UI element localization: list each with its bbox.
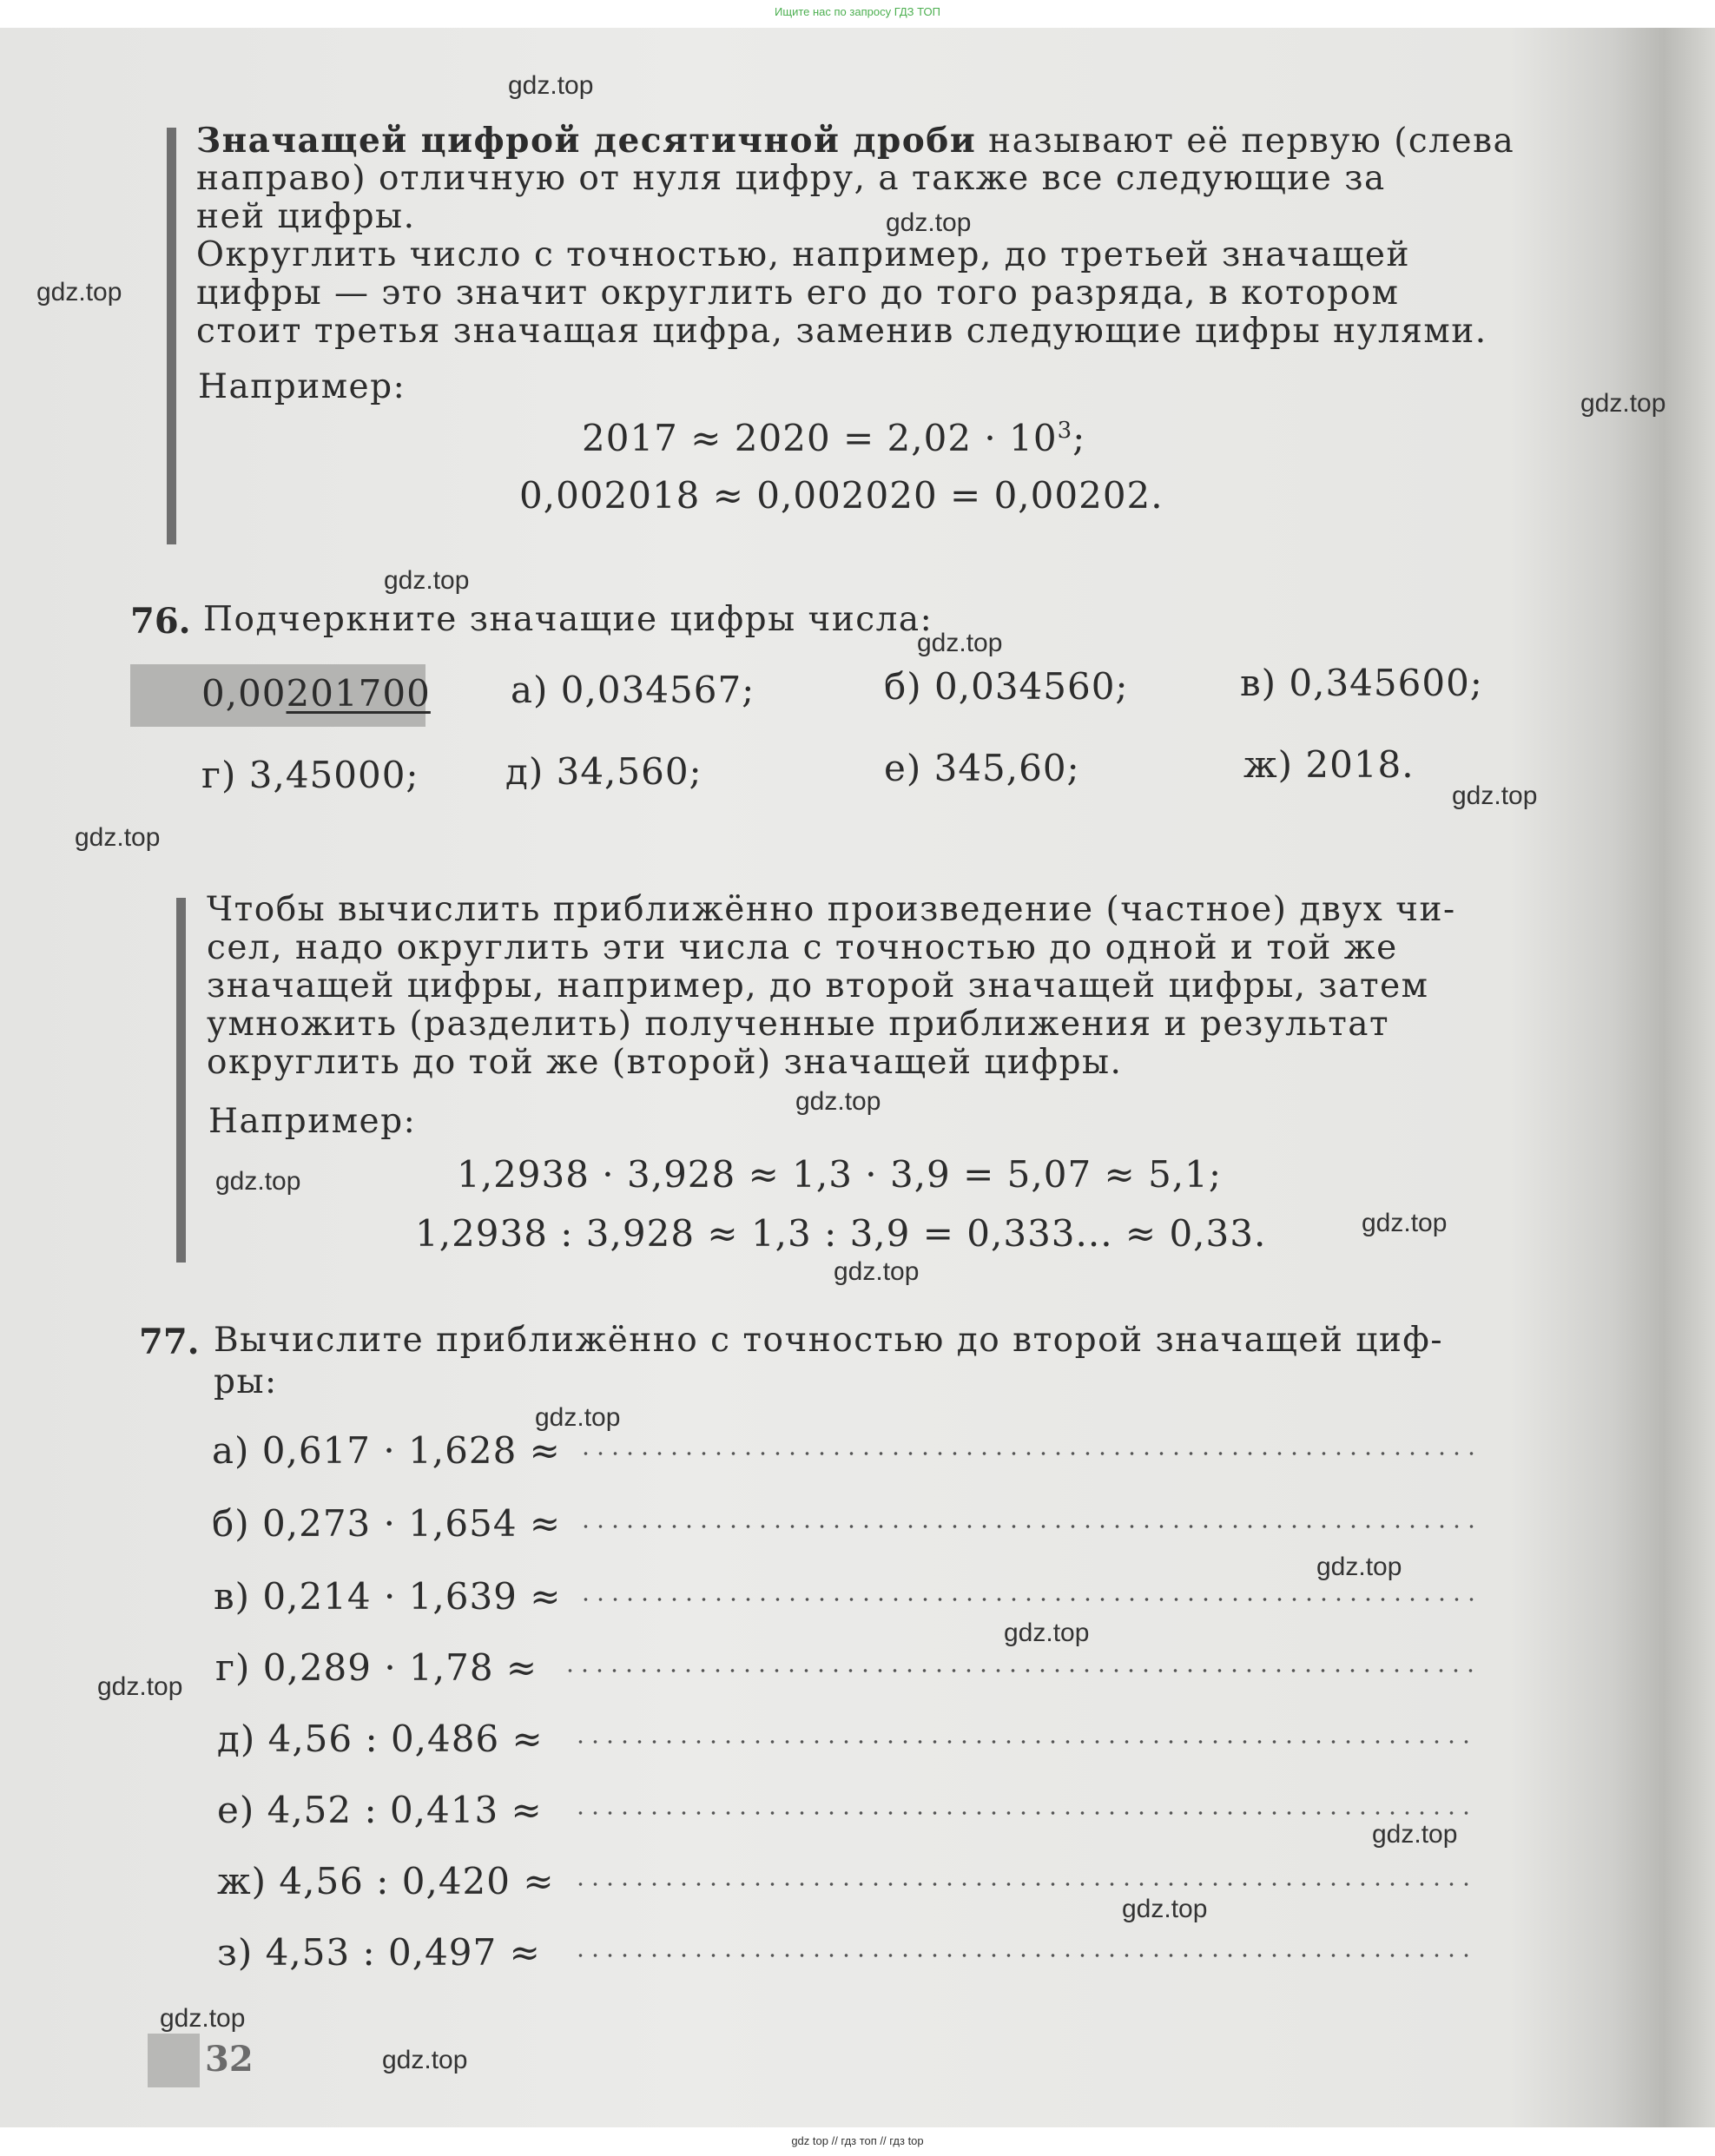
example-prefix: 0,00 <box>201 672 287 715</box>
task77-item: з) 4,53 : 0,497 ≈ <box>217 1931 541 1974</box>
page-number-box <box>148 2034 200 2087</box>
watermark: gdz.top <box>1452 781 1538 810</box>
rule1-line1-rest: называют её первую (слева <box>976 122 1515 161</box>
task77-item: б) 0,273 · 1,654 ≈ <box>212 1502 562 1545</box>
watermark: gdz.top <box>384 566 470 595</box>
top-banner: Ищите нас по запросу ГДЗ ТОП <box>775 5 940 18</box>
bottom-banner: gdz top // гдз топ // гдз top <box>791 2134 924 2147</box>
watermark: gdz.top <box>1316 1553 1402 1581</box>
task77-number: 77. <box>139 1322 200 1362</box>
task76-item-b: б) 0,034560; <box>884 665 1129 708</box>
formula1-main: 2017 ≈ 2020 = 2,02 · 10 <box>582 417 1058 459</box>
answer-line[interactable] <box>578 1598 1476 1601</box>
watermark: gdz.top <box>917 629 1003 657</box>
watermark: gdz.top <box>886 208 972 237</box>
watermark: gdz.top <box>97 1672 183 1701</box>
watermark: gdz.top <box>1362 1209 1448 1237</box>
watermark: gdz.top <box>834 1257 920 1286</box>
rule1-term: Значащей цифрой десятичной дроби <box>196 121 977 161</box>
example-underlined-digits: 201700 <box>286 672 431 715</box>
answer-line[interactable] <box>573 1811 1476 1815</box>
rule2-formula2: 1,2938 : 3,928 ≈ 1,3 : 3,9 = 0,333... ≈ 0,33. <box>415 1212 1267 1255</box>
watermark: gdz.top <box>1122 1895 1208 1923</box>
task77-item: а) 0,617 · 1,628 ≈ <box>212 1429 561 1472</box>
textbook-page <box>0 28 1715 2127</box>
watermark: gdz.top <box>1372 1820 1458 1849</box>
rule1-formula1 <box>582 417 1085 459</box>
rule1-example-label: Например: <box>198 367 406 406</box>
watermark: gdz.top <box>160 2004 246 2033</box>
answer-line[interactable] <box>573 1740 1476 1744</box>
page-number: 32 <box>205 2039 254 2080</box>
rule1-formula2: 0,002018 ≈ 0,002020 = 0,00202. <box>519 474 1164 517</box>
rule2-line1: Чтобы вычислить приближённо произведение (частное) двух чи- <box>207 890 1456 929</box>
task77-item: д) 4,56 : 0,486 ≈ <box>217 1718 544 1760</box>
formula1-end: ; <box>1072 417 1086 459</box>
rule2-line4: умножить (разделить) полученные приближения и результат <box>207 1005 1390 1044</box>
rule2-line2: сел, надо округлить эти числа с точностью до одной и той же <box>207 928 1398 967</box>
watermark: gdz.top <box>795 1087 881 1116</box>
rule1-line3: ней цифры. <box>196 197 416 236</box>
watermark: gdz.top <box>1580 389 1666 418</box>
rule2-example-label: Например: <box>208 1102 417 1141</box>
rule-bar <box>167 128 176 544</box>
watermark: gdz.top <box>382 2046 468 2074</box>
rule1-line2: направо) отличную от нуля цифру, а также все следующие за <box>196 159 1386 198</box>
watermark: gdz.top <box>508 71 594 100</box>
task76-item-d: д) 34,560; <box>505 750 702 793</box>
task77-title-line2: ры: <box>214 1362 278 1401</box>
task77-item: ж) 4,56 : 0,420 ≈ <box>217 1860 555 1902</box>
task76-item-g: г) 3,45000; <box>201 754 419 796</box>
watermark: gdz.top <box>36 278 122 307</box>
task76-item-e: е) 345,60; <box>884 747 1080 789</box>
task76-item-zh: ж) 2018. <box>1243 743 1415 786</box>
formula1-exponent: 3 <box>1057 418 1073 444</box>
rule1-line1 <box>196 122 1514 161</box>
rule1-line5: цифры — это значит округлить его до того разряда, в котором <box>196 274 1400 313</box>
rule2-formula1: 1,2938 · 3,928 ≈ 1,3 · 3,9 = 5,07 ≈ 5,1; <box>457 1153 1223 1196</box>
watermark: gdz.top <box>1004 1619 1090 1647</box>
answer-line[interactable] <box>578 1452 1476 1455</box>
rule1-line6: стоит третья значащая цифра, заменив следующие цифры нулями. <box>196 312 1487 351</box>
task76-item-a: а) 0,034567; <box>511 669 755 711</box>
task77-item: е) 4,52 : 0,413 ≈ <box>217 1789 543 1831</box>
task77-title-line1: Вычислите приближённо с точностью до второй значащей циф- <box>214 1321 1444 1360</box>
task77-item: в) 0,214 · 1,639 ≈ <box>214 1575 562 1618</box>
task76-item-v: в) 0,345600; <box>1240 662 1483 704</box>
task76-number: 76. <box>130 601 191 642</box>
answer-line[interactable] <box>578 1525 1476 1528</box>
task76-example <box>201 672 431 715</box>
rule2-line3: значащей цифры, например, до второй значащей цифры, затем <box>207 966 1429 1005</box>
rule-bar <box>176 898 186 1263</box>
watermark: gdz.top <box>75 823 161 852</box>
answer-line[interactable] <box>563 1669 1476 1672</box>
task77-item: г) 0,289 · 1,78 ≈ <box>215 1646 538 1689</box>
watermark: gdz.top <box>535 1403 621 1432</box>
answer-line[interactable] <box>573 1954 1476 1957</box>
task76-title: Подчеркните значащие цифры числа: <box>203 600 933 639</box>
watermark: gdz.top <box>215 1167 301 1196</box>
rule1-line4: Округлить число с точностью, например, до третьей значащей <box>196 235 1410 274</box>
rule2-line5: округлить до той же (второй) значащей цифры. <box>207 1043 1123 1082</box>
answer-line[interactable] <box>573 1882 1476 1886</box>
